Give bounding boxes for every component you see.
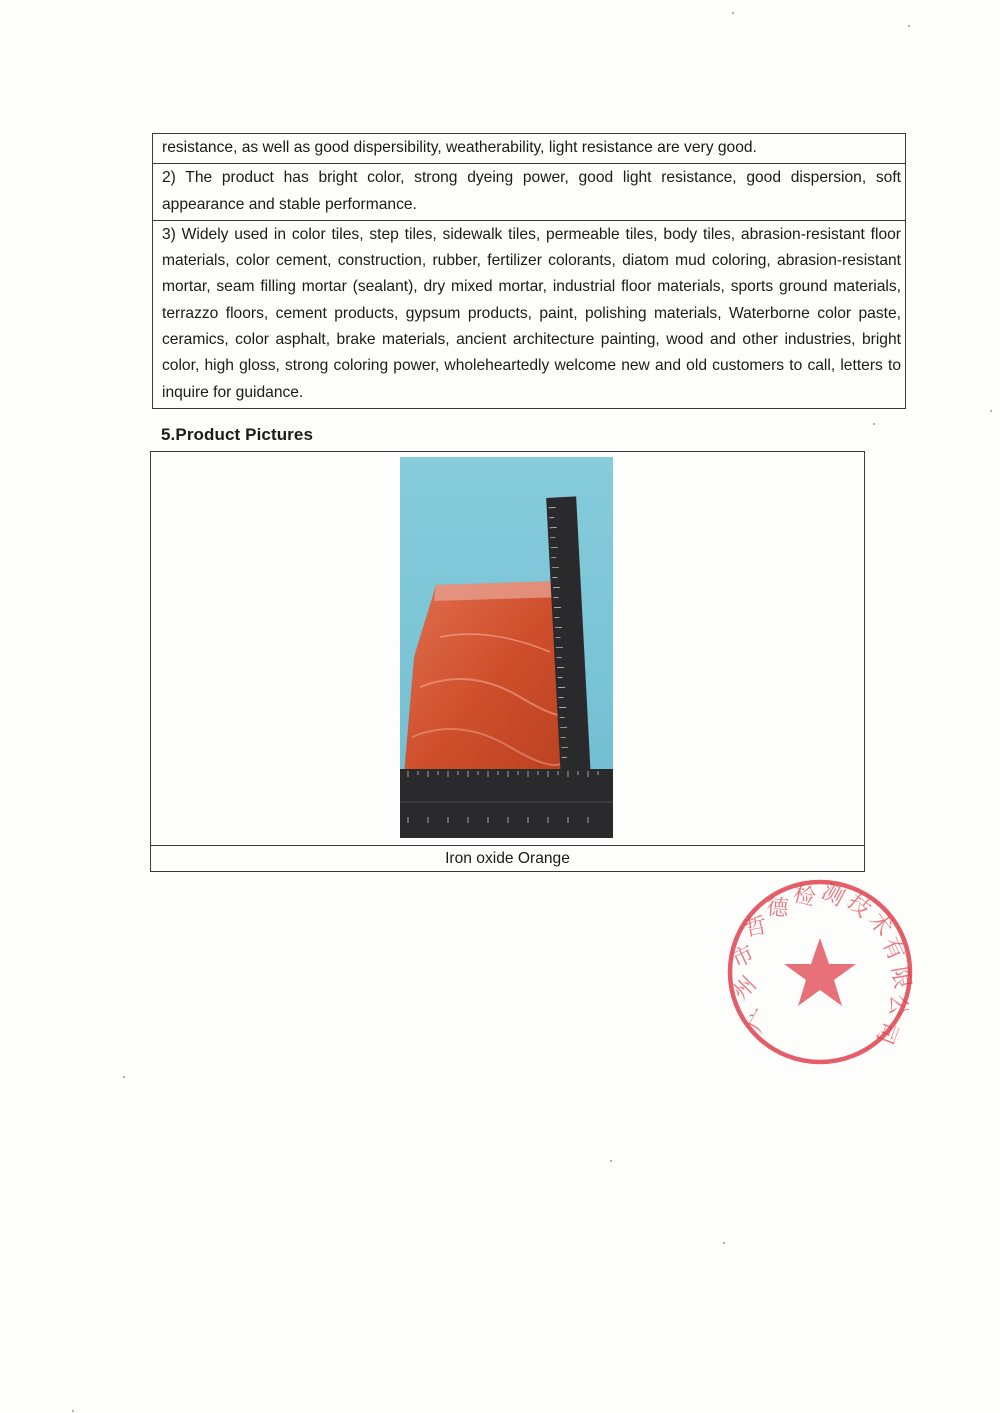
section-title: 5.Product Pictures bbox=[161, 425, 314, 444]
scan-speck bbox=[610, 1160, 612, 1162]
scan-speck bbox=[732, 12, 734, 14]
table-row bbox=[153, 134, 906, 164]
svg-text:市: 市 bbox=[727, 941, 759, 974]
features-table bbox=[152, 133, 906, 409]
scan-speck bbox=[72, 1410, 74, 1412]
feature-row-2: 2) The product has bright color, strong dyeing power, good light resistance, good dispersion, soft appearance and stable performance. bbox=[153, 164, 906, 221]
svg-text:检: 检 bbox=[790, 881, 819, 912]
svg-text:广: 广 bbox=[743, 1005, 777, 1037]
scan-speck bbox=[908, 25, 910, 27]
svg-text:哲: 哲 bbox=[742, 913, 769, 942]
svg-text:限: 限 bbox=[886, 964, 915, 991]
svg-text:德: 德 bbox=[765, 895, 790, 922]
svg-text:州: 州 bbox=[728, 971, 762, 1006]
product-photo-icon bbox=[400, 457, 613, 838]
svg-text:技: 技 bbox=[842, 889, 876, 923]
feature-row-1: resistance, as well as good dispersibility, weatherability, light resistance are very good. bbox=[153, 134, 906, 164]
scan-speck bbox=[123, 1076, 125, 1078]
svg-text:公: 公 bbox=[884, 993, 911, 1018]
svg-text:测: 测 bbox=[817, 879, 849, 912]
picture-caption: Iron oxide Orange bbox=[150, 845, 865, 872]
svg-text:术: 术 bbox=[863, 908, 897, 942]
scan-speck bbox=[990, 410, 992, 412]
scan-speck bbox=[723, 1242, 725, 1244]
scan-speck bbox=[873, 423, 875, 425]
company-seal-icon bbox=[720, 876, 920, 1068]
svg-text:司: 司 bbox=[870, 1017, 902, 1048]
feature-row-3: 3) Widely used in color tiles, step tiles, sidewalk tiles, permeable tiles, body tiles, abrasion-resistant floor materials, color cement, construction, rubber, fertilizer colorants, diatom mud coloring, abrasion-resistant mortar, seam filling mortar (sealant), dry mixed mortar, industrial floor materials, sports ground materials, terrazzo floors, cement products, gypsum products, paint, polishing materials, Waterborne color paste, ceramics, color asphalt, brake materials, ancient architecture painting, wood and other industries, bright color, high gloss, strong coloring power, wholeheartedly welcome new and old customers to call, letters to inquire for guidance. bbox=[153, 220, 906, 408]
table-row bbox=[153, 220, 906, 408]
table-row bbox=[153, 164, 906, 221]
svg-text:有: 有 bbox=[876, 933, 909, 965]
